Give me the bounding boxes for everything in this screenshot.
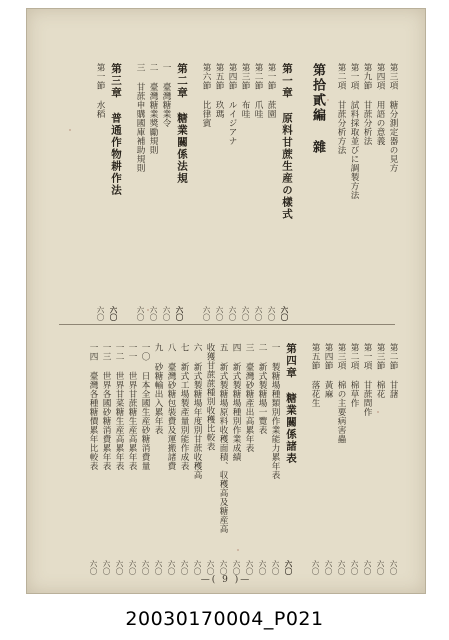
toc-entry <box>253 63 263 321</box>
toc-entry-text: 第一項 試料採取並びに調製方法 <box>349 63 359 200</box>
toc-entry <box>336 343 346 575</box>
toc-entry-page: 六〇 <box>128 560 137 575</box>
toc-entry-text: 第四節 黃麻 <box>323 343 333 399</box>
toc-entry <box>266 63 276 321</box>
toc-entry <box>257 343 267 575</box>
toc-entry <box>336 63 346 321</box>
toc-entry-page: 六〇 <box>167 560 176 575</box>
toc-entry <box>201 63 211 321</box>
toc-entry <box>114 343 124 575</box>
toc-entry <box>349 343 359 575</box>
toc-entry <box>101 343 111 575</box>
toc-entry <box>388 63 398 321</box>
toc-entry-text: 二 臺灣糖業獎勵規則 <box>148 63 158 155</box>
toc-entry-text: 一四 臺灣各種糖價累年比較表 <box>88 343 98 471</box>
toc-entry-text: 第二項 棉草作 <box>349 343 359 408</box>
toc-entry-page: 六〇 <box>96 306 105 321</box>
toc-entry-text: 第三節 棉花 <box>375 343 385 399</box>
page-number: —( 9 )— <box>200 575 252 585</box>
toc-entry-page: 六〇 <box>284 560 293 575</box>
toc-entry-page: 六〇 <box>337 560 346 575</box>
chapter-heading <box>174 63 187 321</box>
part-heading <box>306 63 325 321</box>
toc-entry-text: 四 新式製糖場種別作業成績 <box>231 343 241 462</box>
toc-entry-text: 一 臺灣糖業令 <box>161 63 171 128</box>
chapter-heading <box>108 63 121 321</box>
toc-entry-text: 第五節 玖瑪 <box>214 63 224 119</box>
toc-entry-text: 第二節 甘藷 <box>388 343 398 399</box>
toc-entry-page: 六〇 <box>89 560 98 575</box>
toc-entry-text: 六 新式製糖場年度別甘蔗收穫高 <box>192 343 202 480</box>
toc-entry <box>192 343 202 575</box>
toc-top-section <box>31 63 403 321</box>
toc-entry-page: 六〇 <box>228 306 237 321</box>
toc-entry <box>161 63 171 321</box>
toc-entry <box>375 63 385 321</box>
scanned-page <box>26 8 426 594</box>
toc-entry <box>205 343 215 575</box>
toc-entry-page: 六〇 <box>258 560 267 575</box>
toc-entry-page: 六〇 <box>149 306 158 321</box>
toc-entry <box>362 343 372 575</box>
toc-entry-text: 五 新式製糖場原料收穫面積、収穫高及糖産高 <box>218 343 228 534</box>
toc-entry-text: 第三章 普通作物耕作法 <box>110 63 122 197</box>
toc-entry-page: 六〇 <box>115 560 124 575</box>
toc-entry-page: 六〇 <box>102 560 111 575</box>
toc-entry-page: 六〇 <box>109 306 118 321</box>
toc-entry-page: 六〇 <box>376 560 385 575</box>
toc-entry-text: 一二 世界甘菜糖生産高累年表 <box>114 343 124 471</box>
toc-entry <box>244 343 254 575</box>
toc-entry <box>362 63 372 321</box>
toc-entry <box>388 343 398 575</box>
toc-entry <box>270 343 280 575</box>
toc-entry-page: 六〇 <box>245 560 254 575</box>
toc-entry-text: 第二項 甘蔗分析方法 <box>336 63 346 155</box>
toc-entry-text: 第二節 爪哇 <box>253 63 263 119</box>
toc-entry-page: 六〇 <box>254 306 263 321</box>
toc-entry <box>231 343 241 575</box>
toc-entry-page: 六〇 <box>175 306 184 321</box>
toc-entry-text: 第二章 糖業關係法規 <box>176 63 188 185</box>
toc-entry-text: 一 製糖場種類別作業能力累年表 <box>270 343 280 480</box>
chapter-heading <box>279 63 292 321</box>
toc-entry-text: 七 新式工場製產量別能作成表 <box>179 343 189 471</box>
toc-entry-page: 六〇 <box>136 306 145 321</box>
toc-entry-text: 第一章 原料甘蔗生産の樣式 <box>281 63 293 221</box>
toc-entry-text: 二 新式製糖場一覽表 <box>257 343 267 435</box>
toc-entry-text: 一一 世界甘蔗糖生産高累年表 <box>127 343 137 471</box>
toc-entry-text: 第三項 糖分測定器の見方 <box>388 63 398 173</box>
paper-speck <box>377 411 379 413</box>
toc-entry <box>88 343 98 575</box>
toc-entry-text: 收獲甘蔗蔗種別收穫比較表 <box>205 343 215 451</box>
toc-entry-page: 六〇 <box>350 560 359 575</box>
toc-entry <box>166 343 176 575</box>
image-caption: 20030170004_P021 <box>125 608 324 630</box>
toc-entry-page: 六〇 <box>193 560 202 575</box>
toc-entry-text: 三 臺灣砂糖產出高累年表 <box>244 343 254 453</box>
toc-entry <box>218 343 228 575</box>
chapter-heading <box>283 343 296 575</box>
toc-entry-text: 第四節 ルイジアナ <box>227 63 237 146</box>
toc-entry <box>240 63 250 321</box>
toc-entry-page: 六〇 <box>232 560 241 575</box>
toc-entry-page: 六〇 <box>324 560 333 575</box>
section-divider <box>59 324 395 325</box>
toc-entry <box>375 343 385 575</box>
paper-speck <box>69 129 71 131</box>
toc-entry-page: 六〇 <box>267 306 276 321</box>
toc-entry-text: 第三項 棉の主要病害蟲 <box>336 343 346 444</box>
toc-entry <box>148 63 158 321</box>
toc-entry-text: 第六節 比律賓 <box>201 63 211 128</box>
toc-entry-text: 第一節 蔗園 <box>266 63 276 119</box>
toc-entry-text: 第五節 落花生 <box>310 343 320 408</box>
toc-entry-text: 一三 世界各國砂糖消費累年表 <box>101 343 111 471</box>
toc-entry-text: 三 甘蔗申購國庫補助規則 <box>135 63 145 173</box>
toc-entry-page: 六〇 <box>162 306 171 321</box>
toc-entry-page: 六〇 <box>215 306 224 321</box>
toc-entry-page: 六〇 <box>311 560 320 575</box>
toc-entry <box>135 63 145 321</box>
toc-entry-text: 第四項 用語の意義 <box>375 63 385 146</box>
toc-entry <box>227 63 237 321</box>
toc-entry-page: 六〇 <box>389 560 398 575</box>
toc-entry-page: 六〇 <box>154 560 163 575</box>
toc-entry-page: 六〇 <box>141 560 150 575</box>
toc-entry-page: 六〇 <box>219 560 228 575</box>
toc-entry-page: 六〇 <box>280 306 289 321</box>
toc-entry-text: 第四章 糖業關係諸表 <box>285 343 297 465</box>
toc-entry-text: 第一項 甘蔗間作 <box>362 343 372 417</box>
toc-entry <box>310 343 320 575</box>
toc-bottom-section <box>31 343 403 575</box>
paper-speck <box>327 99 329 101</box>
paper-speck <box>237 549 239 551</box>
toc-entry-page: 六〇 <box>180 560 189 575</box>
toc-entry-page: 六〇 <box>271 560 280 575</box>
toc-entry-text: 九 砂糖輸出入累年表 <box>153 343 163 435</box>
toc-entry-page: 六〇 <box>206 560 215 575</box>
toc-entry <box>179 343 189 575</box>
toc-entry <box>323 343 333 575</box>
toc-entry <box>153 343 163 575</box>
toc-entry-text: 第拾貳編 雜 <box>310 63 325 155</box>
toc-entry-text: 第九節 甘蔗分析法 <box>362 63 372 146</box>
toc-entry-text: 第三節 布哇 <box>240 63 250 119</box>
toc-entry-page: 六〇 <box>241 306 250 321</box>
toc-entry-page: 六〇 <box>202 306 211 321</box>
toc-entry <box>349 63 359 321</box>
toc-entry <box>95 63 105 321</box>
toc-entry <box>127 343 137 575</box>
toc-entry <box>214 63 224 321</box>
toc-entry-text: 第一節 水稻 <box>95 63 105 119</box>
toc-entry <box>140 343 150 575</box>
toc-entry-page: 六〇 <box>363 560 372 575</box>
paper-speck <box>147 309 149 311</box>
toc-entry-text: 八 臺灣砂糖包裝費及運搬諸費 <box>166 343 176 471</box>
toc-entry-text: 一〇 日本全國生産砂糖消費量 <box>140 343 150 471</box>
